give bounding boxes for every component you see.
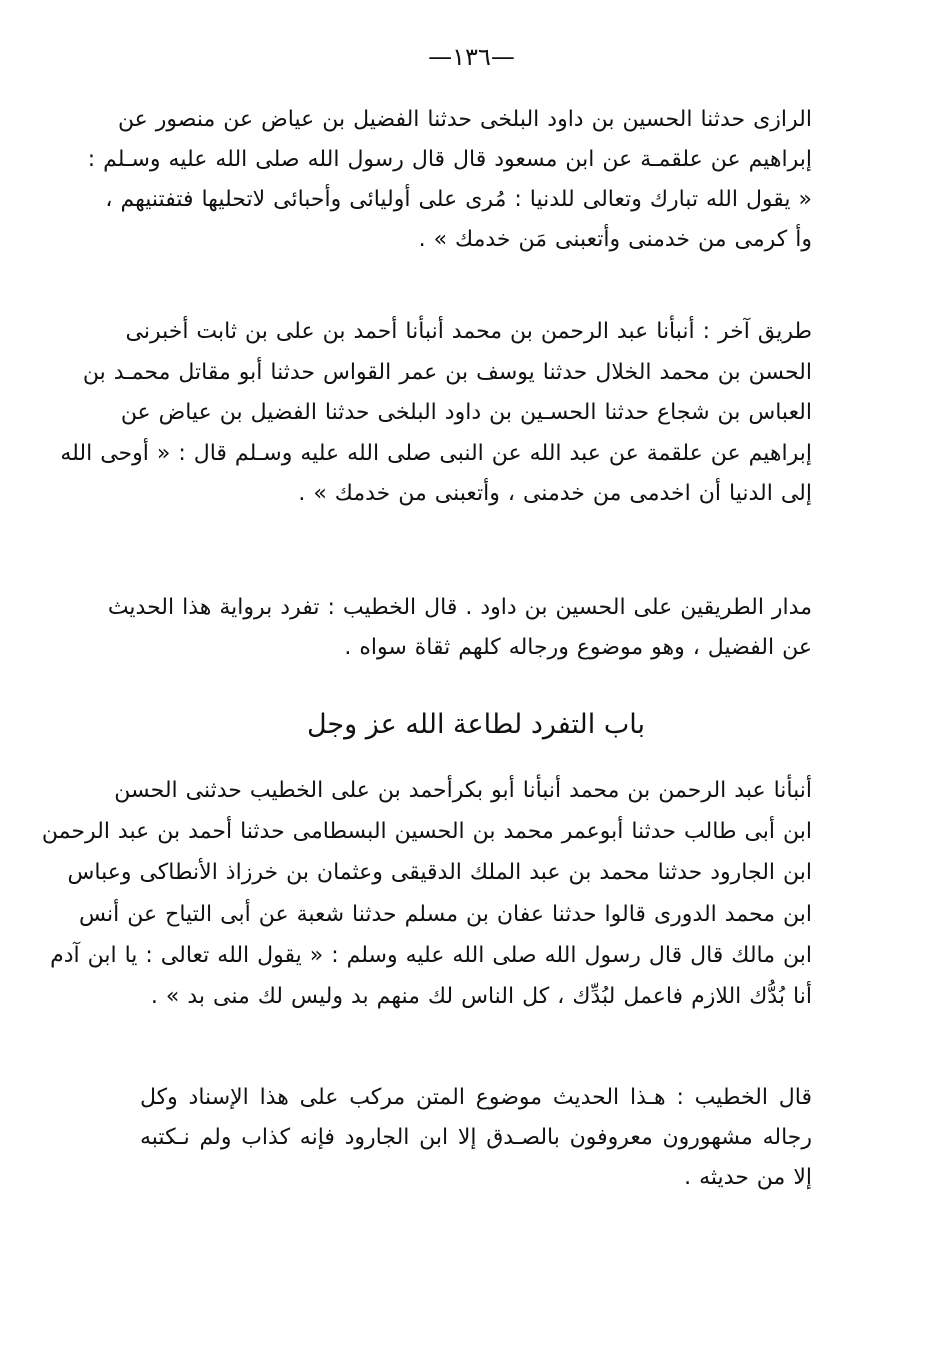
text-line: إلا من حديثه .: [684, 1165, 812, 1190]
chapter-heading: باب التفرد لطاعة الله عز وجل: [306, 709, 646, 740]
text-line: الرازى حدثنا الحسين بن داود البلخى حدثنا الفضيل بن عياض عن منصور عن: [117, 107, 812, 132]
text-line: طريق آخر : أنبأنا عبد الرحمن بن محمد أنبأنا أحمد بن على بن ثابت أخبرنى: [125, 319, 812, 344]
paragraph-alternate-chain: [60, 312, 812, 515]
text-line: إبراهيم عن علقمة عن عبد الله عن النبى صلى الله عليه وسـلم قال : « أوحى الله: [60, 440, 812, 466]
text-line: عن الفضيل ، وهو موضوع ورجاله كلهم ثقاة سواه .: [344, 635, 812, 660]
text-line: الحسن بن محمد الخلال حدثنا يوسف بن عمر القواس حدثنا أبو مقاتل محمـد بن: [82, 359, 812, 385]
text-line: ابن الجارود حدثنا محمد بن عبد الملك الدقيقى وعثمان بن خرزاذ الأنطاكى وعباس: [67, 860, 812, 886]
paragraph-verdict-1: [107, 588, 812, 668]
paragraph-verdict-2: [140, 1078, 812, 1198]
text-line: مدار الطريقين على الحسين بن داود . قال الخطيب : تفرد برواية هذا الحديث: [107, 595, 812, 620]
text-line: إبراهيم عن علقمـة عن ابن مسعود قال قال رسول الله صلى الله عليه وسـلم :: [87, 147, 812, 172]
text-line: إلى الدنيا أن اخدمى من خدمنى ، وأتعبنى من خدمك » .: [298, 481, 812, 507]
text-line: وأ كرمى من خدمنى وأتعبنى مَن خدمك » .: [418, 227, 812, 252]
text-line: ابن مالك قال قال رسول الله صلى الله عليه وسلم : « يقول الله تعالى : يا ابن آدم: [50, 942, 812, 968]
text-line: قال الخطيب : هـذا الحديث موضوع المتن مركب على هذا الإسناد وكل: [140, 1085, 812, 1110]
page-number: —١٣٦—: [428, 43, 515, 71]
text-line: أنا بُدُّك اللازم فاعمل لبُدِّك ، كل الناس لك منهم بد وليس لك منى بد » .: [150, 983, 812, 1009]
text-line: العباس بن شجاع حدثنا الحسـين بن داود البلخى حدثنا الفضيل بن عياض عن: [120, 400, 812, 426]
text-line: رجاله مشهورون معروفون بالصـدق إلا ابن الجارود فإنه كذاب ولم نـكتبه: [140, 1125, 812, 1150]
text-line: ابن أبى طالب حدثنا أبوعمر محمد بن الحسين البسطامى حدثنا أحمد بن عبد الرحمن: [41, 819, 812, 845]
paragraph-hadith-1: [87, 100, 812, 260]
text-line: أنبأنا عبد الرحمن بن محمد أنبأنا أبو بكرأحمد بن على الخطيب حدثنى الحسن: [114, 778, 812, 803]
paragraph-hadith-2: [41, 770, 812, 1017]
text-line: « يقول الله تبارك وتعالى للدنيا : مُرى على أوليائى وأحبائى لاتحليها فتفتنيهم ،: [105, 187, 812, 212]
text-line: ابن محمد الدورى قالوا حدثنا عفان بن مسلم حدثنا شعبة عن أبى التياح عن أنس: [79, 901, 812, 927]
